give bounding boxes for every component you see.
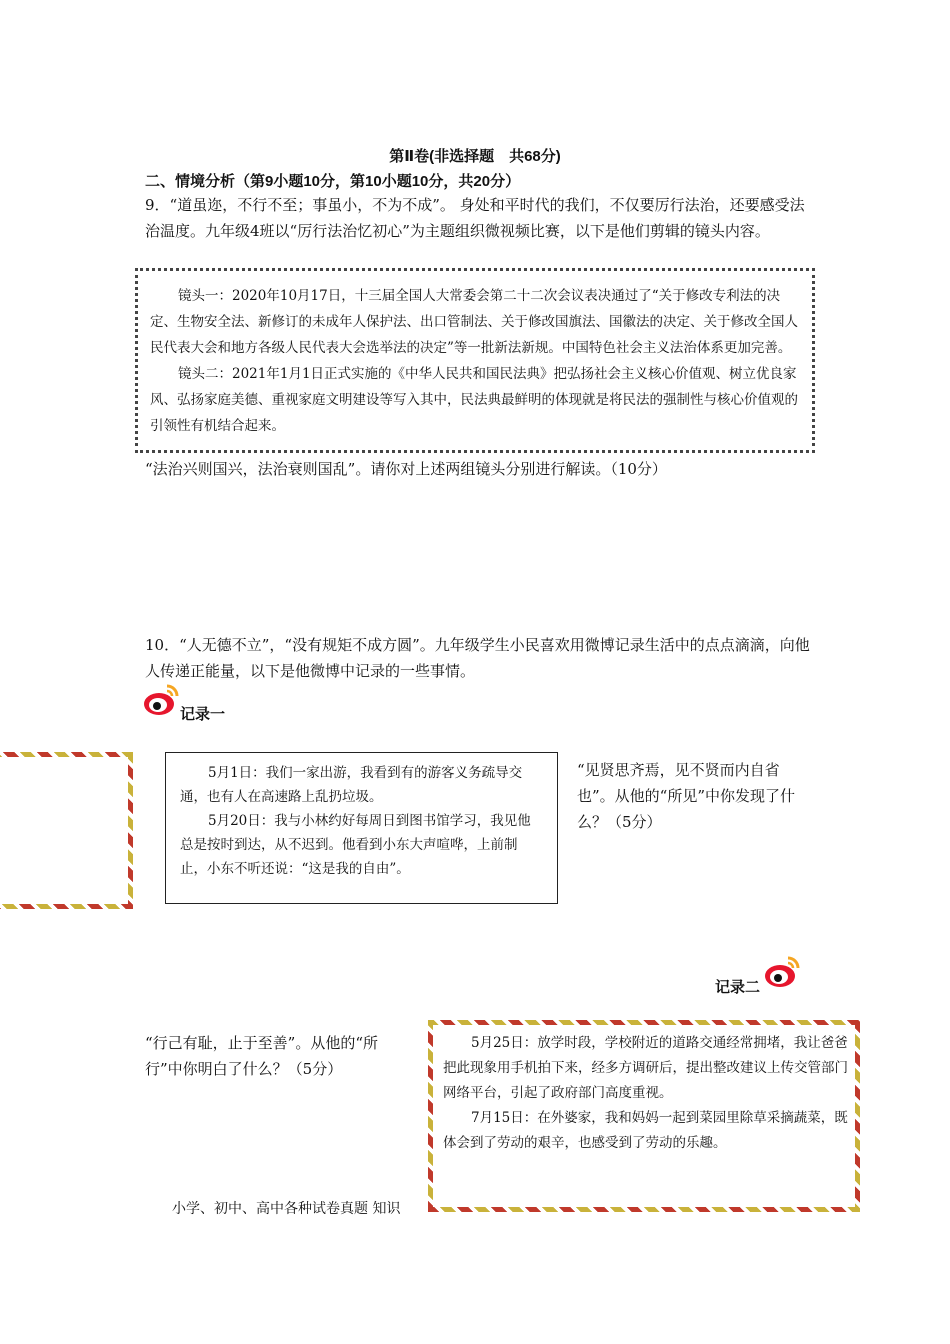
record1-box [165, 752, 558, 904]
q9-question: “法治兴则国兴，法治衰则国乱”。请你对上述两组镜头分别进行解读。（10分） [145, 460, 667, 478]
record1-label: 记录一 [180, 706, 226, 723]
record2-box [428, 1020, 860, 1212]
q9-shot2: 镜头二：2021年1月1日正式实施的《中华人民共和国民法典》把弘扬社会主义核心价值观、树立优良家风、弘扬家庭美德、重视家庭文明建设等写入其中，民法典最鲜明的体现就是将民法的强制性与核心价值观的引领性有机结合起来。 [150, 366, 798, 434]
record2-label: 记录二 [715, 979, 761, 996]
section-heading: 二、情境分析（第9小题10分，第10小题10分，共20分） [145, 173, 521, 190]
weibo-logo-icon [143, 682, 181, 716]
weibo-logo-icon [764, 954, 802, 988]
footer-text: 小学、初中、高中各种试卷真题 知识 [172, 1201, 401, 1217]
record1-entry: 5月1日：我们一家出游，我看到有的游客义务疏导交通，也有人在高速路上乱扔垃圾。 [180, 765, 523, 805]
q9-shots-box [135, 268, 815, 453]
part-title: 第Ⅱ卷(非选择题 共68分) [389, 148, 561, 165]
q9-shot1: 镜头一：2020年10月17日，十三届全国人大常委会第二十二次会议表决通过了“关于修改专利法的决定、生物安全法、新修订的未成年人保护法、出口管制法、关于修改国旗法、国徽法的决定、关于修改全国人民代表大会和地方各级人民代表大会选举法的决定”等一批新法新规。中国特色社会主义法治体系更加完善。 [150, 288, 798, 356]
record1-question: “见贤思齐焉，见不贤而内自省也”。从他的“所见”中你发现了什么？（5分） [577, 761, 796, 831]
record1-entry: 5月20日：我与小林约好每周日到图书馆学习，我见他总是按时到达，从不迟到。他看到小东大声喧哗，上前制止，小东不听还说：“这是我的自由”。 [180, 813, 531, 877]
q10-intro: 10．“人无德不立”，“没有规矩不成方圆”。九年级学生小民喜欢用微博记录生活中的点点滴滴，向他人传递正能量，以下是他微博中记录的一些事情。 [145, 636, 810, 680]
q9-intro: 9．“道虽迩，不行不至；事虽小，不为不成”。 身处和平时代的我们，不仅要厉行法治，还要感受法治温度。九年级4班以“厉行法治忆初心”为主题组织微视频比赛，以下是他们剪辑的镜头内容。 [145, 196, 805, 240]
record2-question: “行己有耻，止于至善”。从他的“所行”中你明白了什么？（5分） [145, 1034, 379, 1078]
record2-entry: 7月15日：在外婆家，我和妈妈一起到菜园里除草采摘蔬菜，既体会到了劳动的艰辛，也感受到了劳动的乐趣。 [443, 1110, 848, 1151]
record2-entry: 5月25日：放学时段，学校附近的道路交通经常拥堵，我让爸爸把此现象用手机拍下来，经多方调研后，提出整改建议上传交管部门网络平台，引起了政府部门高度重视。 [443, 1035, 848, 1101]
envelope-border-decoration [0, 752, 133, 909]
